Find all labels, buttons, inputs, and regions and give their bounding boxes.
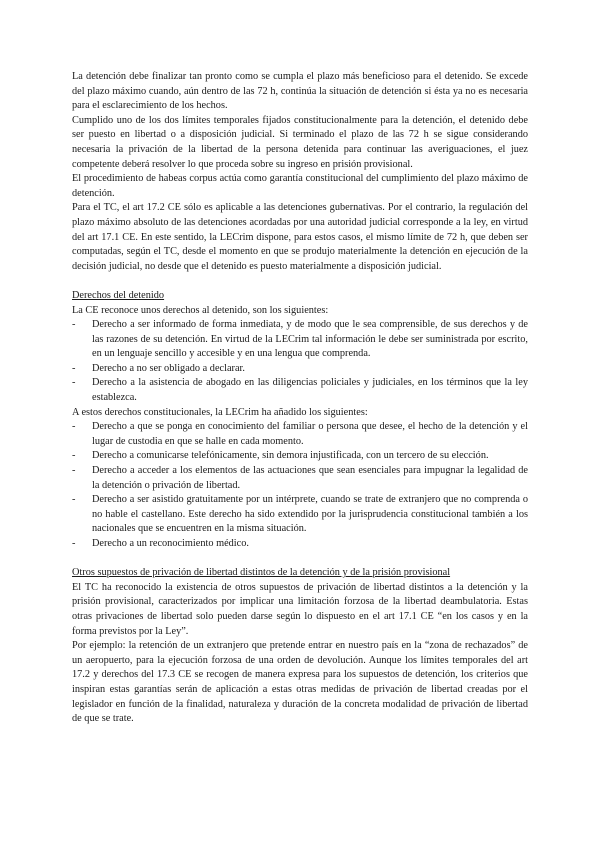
list-item: - Derecho a la asistencia de abogado en las diligencias policiales y judiciales, en los términos que la ley establezca.	[92, 376, 528, 405]
list-item: - Derecho a no ser obligado a declarar.	[92, 362, 528, 377]
document-page	[72, 70, 528, 727]
paragraph: El procedimiento de habeas corpus actúa como garantía constitucional del cumplimiento del plazo máximo de detención.	[72, 173, 528, 199]
paragraph: Cumplido uno de los dos límites temporales fijados constitucionalmente para la detención, el detenido debe ser puesto en libertad o a disposición judicial. Si terminado el plazo de las 72 h se sigue considerando necesaria la privación de la libertad de la persona detenida para continuar las averiguaciones, el juez competente deberá resolver lo que proceda sobre su ingreso en prisión provisional.	[72, 114, 528, 170]
paragraph: El TC ha reconocido la existencia de otros supuestos de privación de libertad distintos a la detención y la prisión provisional, caracterizados por implicar una limitación forzosa de la libertad deambulatoria. Estas otras privaciones de libertad solo pueden darse según lo dispuesto en el art 17.1 CE “en los casos y en la forma previstos por la Ley”.	[72, 581, 528, 637]
spacer	[72, 274, 528, 289]
paragraph: La CE reconoce unos derechos al detenido, son los siguientes:	[72, 304, 329, 316]
rights-list-ce	[72, 318, 528, 406]
paragraph: La detención debe finalizar tan pronto como se cumpla el plazo más beneficioso para el detenido. Se excede del plazo máximo cuando, aún dentro de las 72 h, continúa la situación de detención si ésta ya no es necesaria para el esclarecimiento de los hechos.	[72, 71, 528, 112]
paragraph: Por ejemplo: la retención de un extranjero que pretende entrar en nuestro país en la “zona de rechazados” de un aeropuerto, para la ejecución forzosa de una orden de devolución. Aunque los límites temporales del art 17.2 y derechos del 17.3 CE se recogen de manera expresa para los supuestos de detención, los criterios que inspiran estas garantías serán de aplicación a estas otras medidas de privación de libertad creadas por el legislador en función de la finalidad, naturaleza y duración de la concreta modalidad de privación de libertad de que se trate.	[72, 640, 528, 725]
paragraph: Para el TC, el art 17.2 CE sólo es aplicable a las detenciones gubernativas. Por el contrario, la regulación del plazo máximo absoluto de las detenciones acordadas por una autoridad judicial corresponde a la ley, en virtud del art 17.1 CE. En este sentido, la LECrim dispone, para estos casos, el mismo límite de 72 h, que deben ser computadas, según el TC, desde el momento en que se produjo materialmente la detención en ejecución de la decisión judicial, no desde que el detenido es puesto materialmente a disposición judicial.	[72, 202, 528, 272]
list-item: - Derecho a un reconocimiento médico.	[92, 537, 528, 552]
list-item: - Derecho a acceder a los elementos de las actuaciones que sean esenciales para impugnar la legalidad de la detención o privación de libertad.	[92, 464, 528, 493]
list-item: - Derecho a que se ponga en conocimiento del familiar o persona que desee, el hecho de la detención y el lugar de custodia en que se halle en cada momento.	[92, 420, 528, 449]
section-heading-derechos: Derechos del detenido	[72, 289, 165, 301]
list-item: - Derecho a ser informado de forma inmediata, y de modo que le sea comprensible, de sus derechos y de las razones de su detención. En virtud de la LECrim tal información le debe ser suministrada por escrito, en un lenguaje sencillo y accesible y en una lengua que comprenda.	[92, 318, 528, 362]
paragraph: A estos derechos constitucionales, la LECrim ha añadido los siguientes:	[72, 406, 368, 418]
spacer	[72, 552, 528, 567]
list-item: - Derecho a ser asistido gratuitamente por un intérprete, cuando se trate de extranjero que no comprenda o no hable el castellano. Este derecho ha sido extendido por la jurisprudencia constitucional también a los nacionales que se encuentren en la misma situación.	[92, 493, 528, 537]
list-item: - Derecho a comunicarse telefónicamente, sin demora injustificada, con un tercero de su elección.	[92, 449, 528, 464]
section-heading-otros-supuestos: Otros supuestos de privación de libertad distintos de la detención y de la prisión provisional	[72, 567, 451, 579]
rights-list-lecrim	[72, 420, 528, 551]
